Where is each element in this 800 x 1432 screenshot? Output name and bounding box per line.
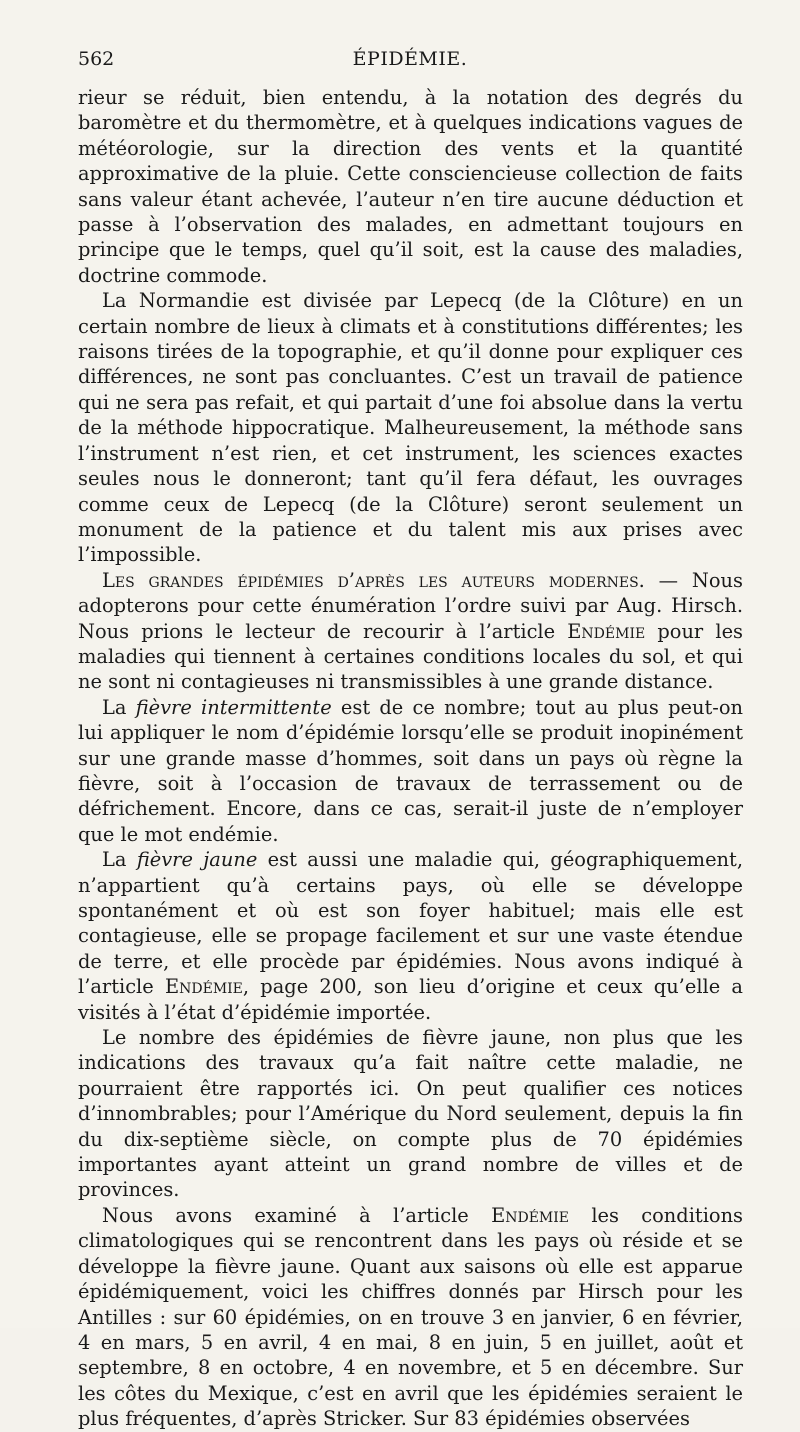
italic-term: fièvre intermittente — [135, 695, 332, 719]
article-reference: Endémie — [164, 975, 243, 999]
paragraph — [78, 1203, 743, 1432]
paragraph — [78, 568, 743, 695]
paragraph-text: La — [102, 695, 136, 719]
paragraph-text: est aussi une maladie qui, géographiquement, n’appartient qu’à certains pays, où elle se développe spontanément et où est son foyer habituel; mais elle est contagieuse, elle se propage facilement et sur une vaste étendue de terre, et elle procède par épidémies. Nous avons indiqué à l’article — [78, 848, 743, 999]
paragraph-text: , page 200, son lieu d’origine et ceux qu’elle a visités à l’état d’épidémie importée. — [78, 975, 743, 1024]
paragraph-text: rieur se réduit, bien entendu, à la notation des degrés du baromètre et du thermomètre, et à quelques indications vagues de météorologie, sur la direction des vents et la quantité approximative de la pluie. Cette consciencieuse collection de faits sans valeur étant achevée, l’auteur n’en tire aucune déduction et passe à l’observation des malades, en admettant toujours en principe que le temps, quel qu’il soit, est la cause des maladies, doctrine commode. — [78, 86, 743, 287]
paragraph — [78, 288, 743, 567]
paragraph-text: pour les maladies qui tiennent à certaines conditions locales du sol, et qui ne sont ni contagieuses ni transmissibles à une grande distance. — [78, 619, 743, 694]
paragraph-text: Le nombre des épidémies de fièvre jaune, non plus que les indications des travaux qu’a fait naître cette maladie, ne pourraient être rapportés ici. On peut qualifier ces notices d’innombrables; pour l’Amérique du Nord seulement, depuis la fin du dix-septième siècle, on compte plus de 70 épidémies importantes ayant atteint un grand nombre de villes et de provinces. — [78, 1026, 743, 1202]
article-reference: Endémie — [491, 1203, 570, 1227]
page-header — [78, 48, 742, 80]
body-text — [78, 85, 743, 1432]
italic-term: fièvre jaune — [136, 848, 258, 872]
paragraph-text: est de ce nombre; tout au plus peut-on lui appliquer le nom d’épidémie lorsqu’elle se produit inopinément sur une grande masse d’hommes, soit dans un pays où règne la fièvre, soit à l’occasion de travaux de terrassement ou de défrichement. Encore, dans ce cas, serait-il juste de n’employer que le mot endémie. — [78, 695, 743, 846]
paragraph — [78, 695, 743, 847]
paragraph — [78, 847, 743, 1025]
paragraph-text: — Nous adopterons pour cette énumération l’ordre suivi par Aug. Hirsch. Nous prions le lecteur de recourir à l’article — [78, 568, 743, 643]
page-number: 562 — [78, 48, 115, 70]
paragraph-text: La — [102, 848, 137, 872]
paragraph-text: La Normandie est divisée par Lepecq (de la Clôture) en un certain nombre de lieux à climats et à constitutions différentes; les raisons tirées de la topographie, et qu’il donne pour expliquer ces différences, ne sont pas concluantes. C’est un travail de patience qui ne sera pas refait, et qui partait d’une foi absolue dans la vertu de la méthode hippocratique. Malheureusement, la méthode sans l’instrument n’est rien, et cet instrument, les sciences exactes seules nous le donneront; tant qu’il fera défaut, les ouvrages comme ceux de Lepecq (de la Clôture) seront seulement un monument de la patience et du talent mis aux prises avec l’impossible. — [78, 289, 743, 567]
running-title: ÉPIDÉMIE. — [352, 48, 468, 70]
paragraph — [78, 1025, 743, 1203]
section-heading: Les grandes épidémies d’après les auteurs modernes. — [102, 568, 645, 592]
article-reference: Endémie — [567, 619, 646, 643]
paragraph — [78, 85, 743, 288]
paragraph-text: les conditions climatologiques qui se rencontrent dans les pays où réside et se développe la fièvre jaune. Quant aux saisons où elle est apparue épidémiquement, voici les chiffres donnés par Hirsch pour les Antilles : sur 60 épidémies, on en trouve 3 en janvier, 6 en février, 4 en mars, 5 en avril, 4 en mai, 8 en juin, 5 en juillet, août et septembre, 8 en octobre, 4 en novembre, et 5 en décembre. Sur les côtes du Mexique, c’est en avril que les épidémies seraient le plus fréquentes, d’après Stricker. Sur 83 épidémies observées — [78, 1203, 744, 1431]
paragraph-text: Nous avons examiné à l’article — [102, 1203, 492, 1227]
